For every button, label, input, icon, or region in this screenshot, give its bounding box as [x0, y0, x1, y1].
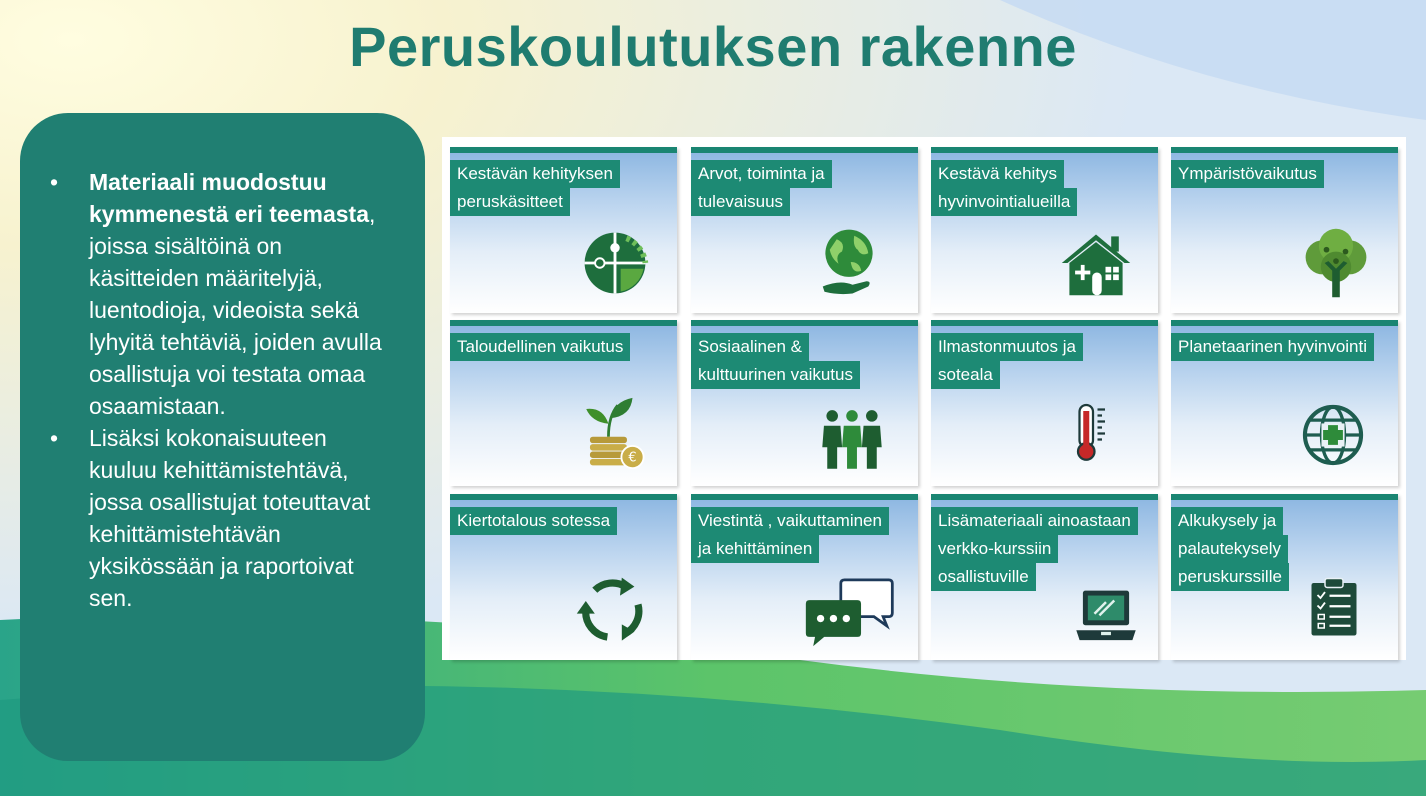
tile-label-line: hyvinvointialueilla — [931, 188, 1077, 216]
tile-label-line: Taloudellinen vaikutus — [450, 333, 630, 361]
people-group-icon — [814, 406, 890, 472]
thermometer-icon — [1060, 388, 1120, 476]
theme-tile-ymparistovaikutus[interactable] — [1171, 147, 1398, 313]
tile-label-line: verkko-kurssiin — [931, 535, 1058, 563]
tile-label-line: Kiertotalous sotessa — [450, 507, 617, 535]
clipboard-checklist-icon — [1304, 564, 1364, 650]
theme-grid — [442, 137, 1406, 660]
globe-in-hand-icon — [814, 217, 884, 307]
bullet-bold-text: Materiaali muodostuu kymmenestä eri teemasta — [89, 169, 369, 227]
tile-label-line: tulevaisuus — [691, 188, 790, 216]
tile-label-line: peruskäsitteet — [450, 188, 570, 216]
tile-label-line: Sosiaalinen & — [691, 333, 809, 361]
recycle-arrows-icon — [575, 574, 647, 646]
bullet-text: , joissa sisältöinä on käsitteiden määritelyjä, luentodioja, videoista sekä lyhyitä tehtäviä, joiden avulla osallistuja voi testata omaa osaamistaan. — [89, 201, 382, 419]
info-panel — [20, 113, 425, 761]
tile-label-line: Ympäristövaikutus — [1171, 160, 1324, 188]
tile-label-line: Viestintä , vaikuttaminen — [691, 507, 889, 535]
tree-icon — [1298, 225, 1374, 301]
tile-label-line: kulttuurinen vaikutus — [691, 361, 860, 389]
theme-tile-arvot-toiminta-ja-tulevaisuus[interactable] — [691, 147, 918, 313]
tile-label-line: ja kehittäminen — [691, 535, 819, 563]
plant-coins-icon — [577, 388, 651, 478]
laptop-icon — [1068, 584, 1144, 650]
bullet-item: • Lisäksi kokonaisuuteen kuuluu kehittämistehtävä, jossa osallistujat toteuttavat kehittämistehtävän yksikössään ja raportoivat sen. — [50, 425, 371, 611]
theme-tile-kestava-kehitys-hyvinvointialueilla[interactable] — [931, 147, 1158, 313]
theme-tile-viestinta-vaikuttaminen[interactable] — [691, 494, 918, 660]
theme-tile-alkukysely-palautekysely[interactable] — [1171, 494, 1398, 660]
tile-label-line: peruskurssille — [1171, 563, 1289, 591]
globe-medical-cross-icon — [1300, 402, 1366, 468]
theme-tile-kiertotalous-sotessa[interactable] — [450, 494, 677, 660]
tile-label-line: Ilmastonmuutos ja — [931, 333, 1083, 361]
theme-tile-kestavan-kehityksen-peruskasitteet[interactable] — [450, 147, 677, 313]
theme-tile-sosiaalinen-kulttuurinen-vaikutus[interactable] — [691, 320, 918, 486]
tile-label-line: Planetaarinen hyvinvointi — [1171, 333, 1374, 361]
theme-tile-ilmastonmuutos-ja-soteala[interactable] — [931, 320, 1158, 486]
tile-label-line: osallistuville — [931, 563, 1036, 591]
tile-label-line: soteala — [931, 361, 1000, 389]
svg-text:€: € — [628, 450, 637, 466]
tile-label-line: Arvot, toiminta ja — [691, 160, 832, 188]
health-house-icon — [1058, 225, 1134, 301]
theme-tile-lisamateriaali[interactable] — [931, 494, 1158, 660]
tile-label-line: Kestävä kehitys — [931, 160, 1064, 188]
puzzle-globe-icon — [577, 225, 653, 301]
theme-tile-planetaarinen-hyvinvointi[interactable] — [1171, 320, 1398, 486]
bullet-list — [50, 166, 395, 614]
speech-bubbles-icon — [804, 576, 896, 650]
tile-label-line: Kestävän kehityksen — [450, 160, 620, 188]
bullet-text: Lisäksi kokonaisuuteen kuuluu kehittämistehtävä, jossa osallistujat toteuttavat kehittämistehtävän yksikössään ja raportoivat sen. — [89, 425, 371, 611]
theme-tile-taloudellinen-vaikutus[interactable] — [450, 320, 677, 486]
tile-label-line: Lisämateriaali ainoastaan — [931, 507, 1138, 535]
page-title: Peruskoulutuksen rakenne — [349, 15, 1077, 78]
tile-label-line: palautekysely — [1171, 535, 1288, 563]
bullet-item: • Materiaali muodostuu kymmenestä eri teemasta, joissa sisältöinä on käsitteiden määritelyjä, luentodioja, videoista sekä lyhyitä tehtäviä, joiden avulla osallistuja voi testata omaa osaamistaan. — [50, 169, 382, 419]
tile-label-line: Alkukysely ja — [1171, 507, 1283, 535]
